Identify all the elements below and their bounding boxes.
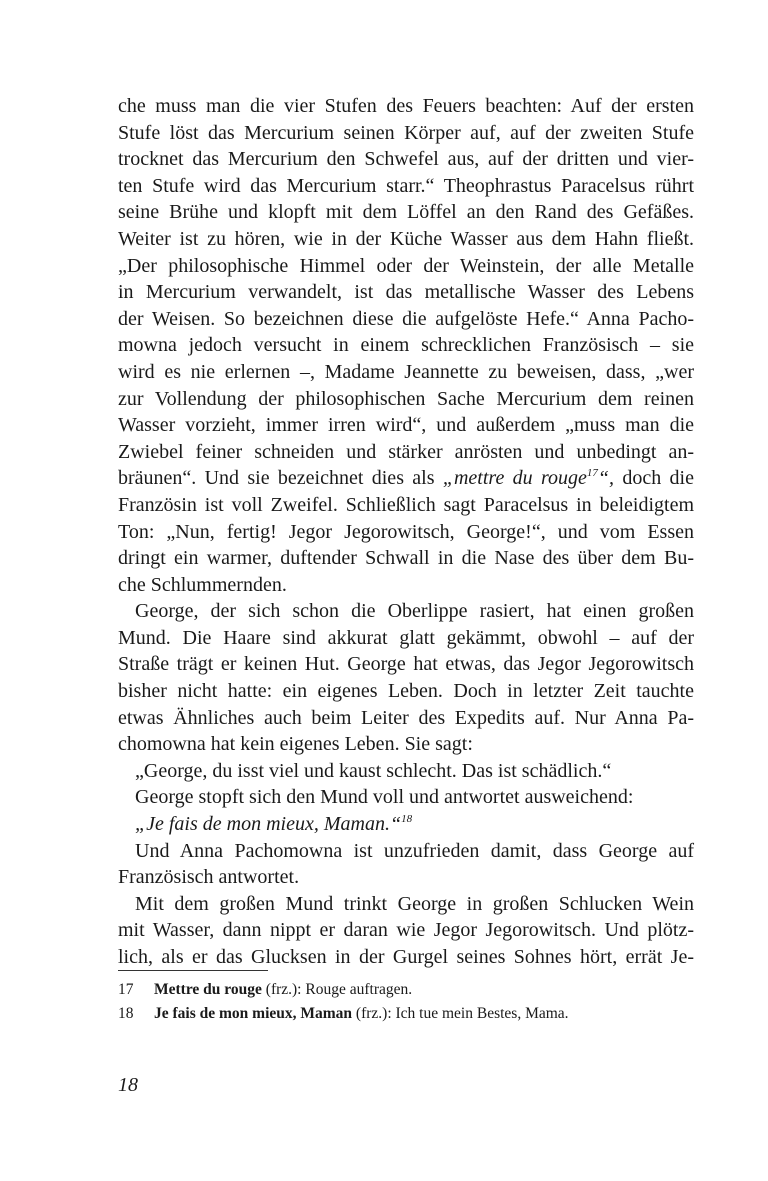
- text-line: bisher nicht hatte: ein eigenes Leben. Doch in letzter Zeit tauchte: [118, 680, 694, 703]
- footnote-number: 17: [118, 981, 134, 998]
- text-line: mowna jedoch versucht in einem schrecklichen Französisch – sie: [118, 334, 694, 357]
- text-line: che muss man die vier Stufen des Feuers beachten: Auf der ersten: [118, 95, 694, 117]
- text-span: bräunen“. Und sie bezeichnet dies als: [118, 467, 443, 490]
- text-line: der Weisen. So bezeichnen diese die aufgelöste Hefe.“ Anna Pacho-: [118, 307, 694, 330]
- text-line: Französisch antwortet.: [118, 866, 300, 889]
- text-line: Straße trägt er keinen Hut. George hat etwas, das Jegor Jegorowitsch: [118, 653, 694, 676]
- footnote-17: [118, 978, 694, 1002]
- text-line: mit Wasser, dann nippt er daran wie Jegor Jegorowitsch. Und plötz-: [118, 919, 694, 942]
- text-line: Französin ist voll Zweifel. Schließlich sagt Paracelsus in beleidigtem: [118, 493, 694, 516]
- text-line: ten Stufe wird das Mercurium starr.“ Theophrastus Paracelsus rührt: [118, 174, 694, 197]
- text-line: in Mercurium verwandelt, ist das metallische Wasser des Lebens: [118, 281, 694, 304]
- text-line: seine Brühe und klopft mit dem Löffel an den Rand des Gefäßes.: [118, 201, 694, 224]
- dialogue-line-with-footnote-18: [118, 811, 694, 838]
- page-number: 18: [118, 1074, 138, 1096]
- paragraph-start: George, der sich schon die Oberlippe rasiert, hat einen großen: [135, 600, 694, 623]
- footnote-text: Rouge auftragen.: [305, 981, 413, 998]
- footnote-number: 18: [118, 1005, 134, 1022]
- text-line: Ton: „Nun, fertig! Jegor Jegorowitsch, George!“, und vom Essen: [118, 520, 694, 543]
- dialogue-line: George stopft sich den Mund voll und antwortet ausweichend:: [135, 786, 634, 809]
- text-line: Stufe löst das Mercurium seinen Körper auf, auf der zweiten Stufe: [118, 121, 694, 144]
- text-line: Weiter ist zu hören, wie in der Küche Wasser aus dem Hahn fließt.: [118, 227, 694, 250]
- footnote-lang: (frz.):: [261, 981, 306, 998]
- footnote-term: Je fais de mon mieux, Maman: [154, 1005, 353, 1022]
- text-line: „Der philosophische Himmel oder der Weinstein, der alle Metalle: [118, 254, 694, 277]
- text-line: Mund. Die Haare sind akkurat glatt gekämmt, obwohl – auf der: [118, 626, 694, 649]
- text-line: chomowna hat kein eigenes Leben. Sie sagt:: [118, 733, 473, 756]
- paragraph-start: Mit dem großen Mund trinkt George in großen Schlucken Wein: [135, 892, 694, 915]
- footnote-lang: (frz.):: [352, 1005, 396, 1022]
- footnote-separator: [118, 970, 268, 971]
- footnote-text: Ich tue mein Bestes, Mama.: [395, 1005, 569, 1022]
- french-phrase: [443, 467, 614, 489]
- text-line: Wasser vorzieht, immer irren wird“, und außerdem „muss man die: [118, 414, 694, 437]
- text-line: dringt ein warmer, duftender Schwall in die Nase des über dem Bu-: [118, 547, 694, 570]
- dialogue-line: „George, du isst viel und kaust schlecht. Das ist schädlich.“: [135, 759, 612, 782]
- french-quote: „Je fais de mon mieux, Maman.“: [135, 813, 402, 836]
- french-phrase-text: „mettre du rouge: [442, 467, 587, 490]
- text-line: wird es nie erlernen –, Madame Jeannette zu beweisen, dass, „wer: [118, 360, 694, 383]
- text-line: trocknet das Mercurium den Schwefel aus, auf der dritten und vier-: [118, 148, 694, 171]
- footnote-term: Mettre du rouge: [154, 981, 262, 998]
- footnote-ref-18[interactable]: 18: [401, 813, 413, 826]
- text-line: zur Vollendung der philosophischen Sache Mercurium dem reinen: [118, 387, 694, 410]
- text-line: che Schlummernden.: [118, 573, 287, 596]
- text-line: etwas Ähnliches auch beim Leiter des Expedits auf. Nur Anna Pa-: [118, 706, 694, 729]
- footnotes: [118, 978, 694, 1026]
- text-span: doch die: [614, 467, 694, 490]
- text-line: Zwiebel feiner schneiden und stärker anrösten und unbedingt an-: [118, 440, 694, 463]
- closing-quote: “,: [597, 467, 615, 490]
- paragraph-start: Und Anna Pachomowna ist unzufrieden damit, dass George auf: [135, 839, 694, 862]
- footnote-18: [118, 1002, 694, 1026]
- text-line: lich, als er das Glucksen in der Gurgel seines Sohnes hört, errät Je-: [118, 946, 694, 968]
- text-line-with-footnote-17: [118, 465, 694, 492]
- footnote-ref-17[interactable]: 17: [586, 467, 598, 480]
- body-text: [118, 93, 694, 971]
